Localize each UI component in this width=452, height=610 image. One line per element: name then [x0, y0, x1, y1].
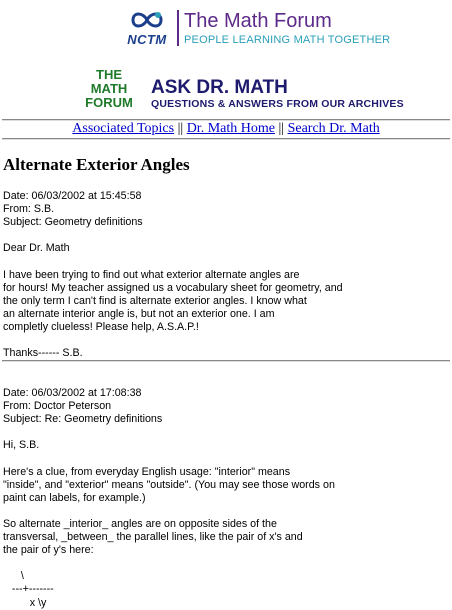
forum-tagline: PEOPLE LEARNING MATH TOGETHER: [184, 34, 391, 46]
message-line: for hours! My teacher assigned us a vocabulary sheet for geometry, and: [3, 281, 343, 294]
message-line: "inside", and "exterior" means "outside". (You may see those words on: [3, 478, 335, 491]
message-line: Here's a clue, from everyday English usage: "interior" means: [3, 465, 291, 478]
message-line: Subject: Geometry definitions: [3, 216, 143, 229]
forum-title[interactable]: The Math Forum: [184, 10, 332, 32]
message-line: an alternate interior angle is, but not an exterior one. I am: [3, 307, 275, 320]
message-line: Thanks------ S.B.: [3, 347, 83, 360]
message-line: Hi, S.B.: [3, 439, 40, 452]
ask-dr-math-title[interactable]: ASK DR. MATH: [151, 77, 288, 98]
message-line: completly clueless! Please help, A.S.A.P.!: [3, 320, 199, 333]
message-line: From: S.B.: [3, 203, 55, 216]
message-line: Dear Dr. Math: [3, 242, 70, 255]
message-line: Date: 06/03/2002 at 17:08:38: [3, 387, 142, 399]
header-divider: [177, 10, 179, 46]
message-line: Date: 06/03/2002 at 15:45:58: [3, 190, 142, 202]
nav-separator: ||: [278, 121, 285, 136]
message-line: Subject: Re: Geometry definitions: [3, 413, 163, 426]
nctm-label: NCTM: [127, 32, 167, 47]
nav-separator: ||: [177, 121, 184, 136]
message-line: the only term I can't find is alternate exterior angles. I know what: [3, 294, 307, 307]
logo-line-forum: FORUM: [85, 95, 133, 110]
answer-message: [3, 387, 335, 610]
page-title: Alternate Exterior Angles: [3, 155, 190, 174]
nctm-logo[interactable]: [119, 8, 175, 50]
message-line: ---+-------: [3, 583, 54, 596]
associated-topics-link[interactable]: Associated Topics: [72, 121, 175, 136]
message-line: transversal, _between_ the parallel lines, like the pair of x's and: [3, 531, 303, 544]
logo-line-the: THE: [96, 67, 122, 82]
nav-bar: [0, 121, 452, 137]
nav-divider-bottom: [2, 138, 450, 140]
message-divider: [2, 360, 450, 362]
message-line: x \y: [3, 596, 47, 609]
logo-line-math: MATH: [90, 81, 128, 96]
message-line: So alternate _interior_ angles are on opposite sides of the: [3, 517, 277, 530]
message-line: the pair of y's here:: [3, 544, 94, 557]
message-line: paint can labels, for example.): [3, 491, 146, 504]
message-line: I have been trying to find out what exterior alternate angles are: [3, 268, 300, 281]
dr-math-home-link[interactable]: Dr. Math Home: [186, 121, 275, 136]
math-forum-logo[interactable]: [79, 68, 139, 110]
search-dr-math-link[interactable]: Search Dr. Math: [287, 121, 380, 136]
ask-dr-math-subtitle: QUESTIONS & ANSWERS FROM OUR ARCHIVES: [151, 98, 404, 110]
nctm-infinity-icon: [125, 8, 169, 32]
question-message: [3, 190, 343, 360]
message-line: From: Doctor Peterson: [3, 400, 112, 413]
message-line: \: [3, 570, 24, 583]
